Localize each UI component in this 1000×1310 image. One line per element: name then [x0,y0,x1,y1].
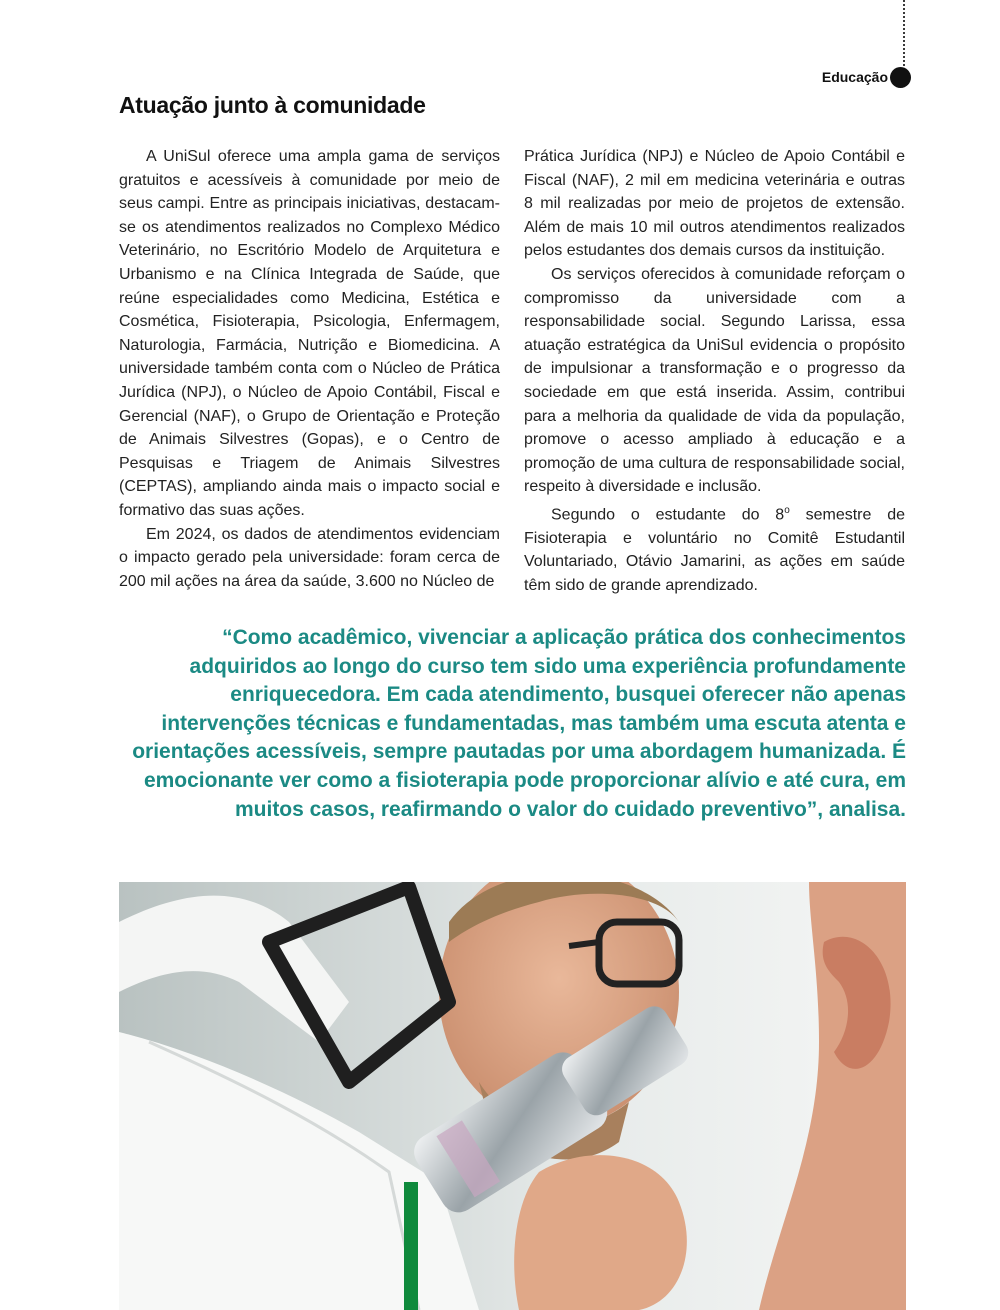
right-column [524,145,905,598]
paragraph-stats-continuation: Prática Jurídica (NPJ) e Núcleo de Apoio Contábil e Fiscal (NAF), 2 mil em medicina veterinária e outras 8 mil realizadas por meio de projetos de extensão. Além de mais 10 mil outros atendimentos realizados pelos estudantes dos demais cursos da instituição. [524,148,905,260]
page-edge-dotted-line [903,0,905,66]
section-label: Educação [821,69,888,85]
left-column [119,145,500,593]
ordinal-superscript: o [784,504,790,516]
paragraph-stats: Em 2024, os dados de atendimentos evidenciam o impacto gerado pela universidade: foram cerca de 200 mil ações na área da saúde, 3.600 no Núcleo de [119,525,500,590]
section-marker-dot [890,67,911,88]
paragraph-student-intro [524,499,905,598]
article-photo [119,882,906,1310]
paragraph-intro: A UniSul oferece uma ampla gama de serviços gratuitos e acessíveis à comunidade por meio de seus campi. Entre as principais iniciativas, destacam-se os atendimentos realizados no Complexo Médico Veterinário, no Escritório Modelo de Arquitetura e Urbanismo e na Clínica Integrada de Saúde, que reúne especialidades como Medicina, Estética e Cosmética, Fisioterapia, Psicologia, Enfermagem, Naturologia, Farmácia, Nutrição e Biomedicina. A universidade também conta com o Núcleo de Prática Jurídica (NPJ), o Núcleo de Apoio Contábil, Fiscal e Gerencial (NAF), o Grupo de Orientação e Proteção de Animais Silvestres (Gopas), e o Centro de Pesquisas e Triagem de Animais Silvestres (CEPTAS), ampliando ainda mais o impacto social e formativo das suas ações. [119,148,500,519]
paragraph-text: semestre de Fisioterapia e voluntário no Comitê Estudantil Voluntariado, Otávio Jamarini, as ações em saúde têm sido de grande aprendizado. [524,506,906,595]
paragraph-social-responsibility: Os serviços oferecidos à comunidade reforçam o compromisso da universidade com a responsabilidade social. Segundo Larissa, essa atuação estratégica da UniSul evidencia o propósito de impulsionar a transformação e o progresso da sociedade em que está inserida. Assim, contribui para a melhoria da qualidade de vida da população, promove o acesso ampliado à educação e a promoção de uma cultura de responsabilidade social, respeito à diversidade e inclusão. [524,265,905,496]
article-title: Atuação junto à comunidade [119,92,426,118]
pull-quote: “Como acadêmico, vivenciar a aplicação prática dos conhecimentos adquiridos ao longo do curso tem sido uma experiência profundamente enriquecedora. Em cada atendimento, busquei oferecer não apenas intervenções técnicas e fundamentadas, mas também uma escuta atenta e orientações acessíveis, sempre pautadas por uma abordagem humanizada. É emocionante ver como a fisioterapia pode proporcionar alívio e até cura, em muitos casos, reafirmando o valor do cuidado preventivo”, analisa. [132,626,906,821]
paragraph-text: Segundo o estudante do 8 [551,506,785,524]
physiotherapy-photo-illustration [119,882,906,1310]
